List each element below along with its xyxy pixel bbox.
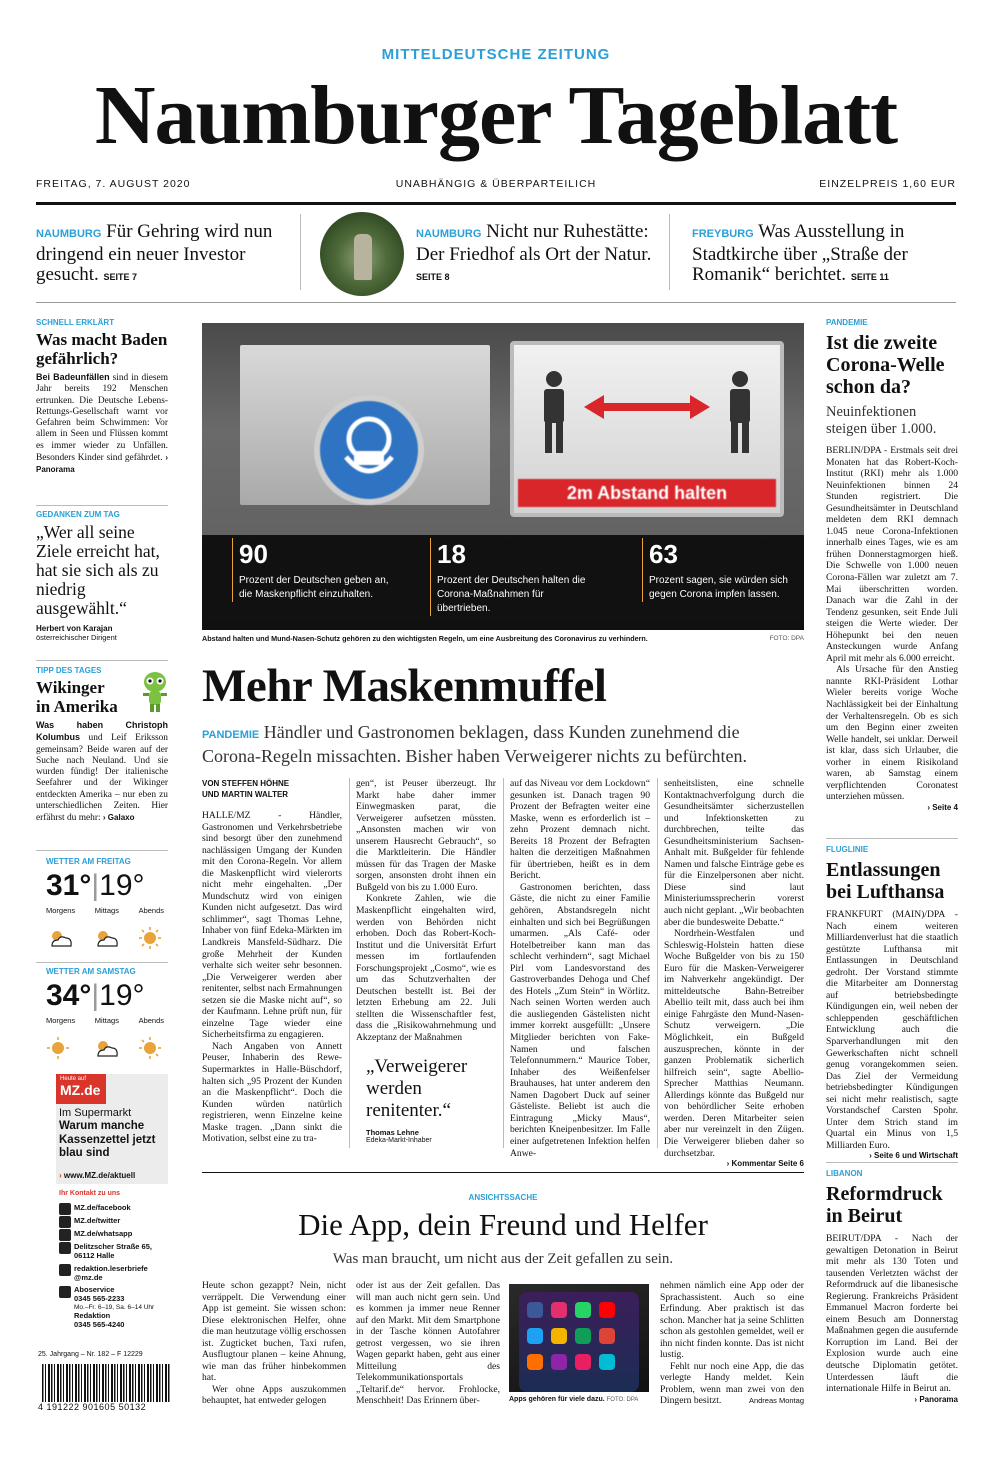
quote-box [36,510,168,642]
lead-subhead [202,722,802,767]
paragraph: Wer ohne Apps auszukommen behauptet, hat entweder gelogen [202,1383,346,1407]
promo-box[interactable] [56,1074,168,1184]
weather-temps: 31°|19° [46,869,145,902]
stat-number: 18 [437,539,466,569]
sunny-icon [47,1037,69,1059]
story-ref[interactable]: › Seite 6 und Wirtschaft [869,1151,958,1161]
right-story-2 [826,845,958,1160]
story-ref[interactable]: › Panorama [914,1394,958,1404]
weather-times [46,906,164,915]
lead-body [356,778,496,1044]
tip-headline: Wikinger in Amerika [36,678,118,716]
contact-facebook[interactable] [59,1203,169,1216]
teaser-3[interactable] [692,222,954,288]
teaser-kicker: NAUMBURG [36,228,102,240]
issue-date: FREITAG, 7. AUGUST 2020 [36,178,191,190]
contact-whatsapp[interactable] [59,1229,169,1242]
url-label: www.MZ.de/aktuell [63,1171,136,1180]
paragraph: BERLIN/DPA - Erstmals seit drei Monaten hat das Robert-Koch-Institut (RKI) mehr als 1.000 Neuinfektionen binnen 24 Stunden registriert. Die Gesundheitsämter in Deutschland meldeten dem RKI demnach 1.045 neue Corona-Infektionen innerhalb eines Tages, wie es am frühen Donnerstagmorgen hieß. Die Schwelle von 1.000 neuen Corona-Fällen war zuletzt am 7. Mai überschritten worden. Danach war die Zahl in der Tendenz gesunken, seit Ende Juli steigen die Werte wieder. Der Höhepunkt bei den neuen Ansteckungen wurde Anfang April mit mehr als 6.000 erreicht. [826,445,958,664]
app-body [202,1280,346,1407]
weather-saturday-icons [46,1036,170,1062]
lead-kicker: PANDEMIE [202,729,260,741]
quote-text: „Wer all seine Ziele erreicht hat, hat sie sich als zu niedrig ausgewählt.“ [36,522,160,618]
app-photo-caption [509,1396,651,1403]
contact-label: Delitzscher Straße 65, 06112 Halle [74,1242,152,1260]
service-box [59,1286,169,1330]
red-phone: 0345 565-4240 [74,1320,125,1330]
app-col-1 [202,1280,346,1407]
barcode-number: 4 191222 901605 50132 [38,1402,178,1412]
quote-kicker: GEDANKEN ZUM TAG [36,510,120,519]
promo-url[interactable]: › www.MZ.de/aktuell [59,1171,136,1180]
teaser-text: Nicht nur Ruhestätte: Der Friedhof als Ort der Natur. [416,221,652,265]
contact-address [59,1242,169,1264]
teaser-page: SEITE 11 [850,272,889,282]
phone-icon [59,1286,71,1298]
teaser-photo-cemetery [320,212,404,296]
teaser-text: Für Gehring wird nun dringend ein neuer Investor gesucht. [36,221,273,285]
story-body [826,909,958,1151]
stat-text: Prozent der Deutschen geben an, die Maskenpflicht einzuhalten. [239,575,389,600]
pullquote-author: Thomas Lehne [366,1128,419,1137]
issue-number: 25. Jahrgang – Nr. 182 – F 12229 [38,1351,143,1358]
app-icons-grid [527,1302,615,1370]
temp-high: 31° [46,869,92,902]
contact-label: MZ.de/whatsapp [74,1229,133,1238]
temp-low: 19° [99,979,145,1012]
app-headline: Die App, dein Freund und Helfer [298,1207,708,1242]
story-kicker: FLUGLINIE [826,845,869,854]
ref-label: Panorama [36,465,75,475]
app-author: Andreas Montag [748,1396,804,1406]
masthead-rule [36,202,956,205]
teaser-text: Was Ausstellung in Stadtkirche über „Straße der Romanik“ berichtet. [692,221,908,285]
subhead-text: Händler und Gastronomen beklagen, dass Kunden zunehmend die Corona-Regeln missachten. Bisher haben Verweigerer nichts zu befürchten. [202,722,747,766]
photo-caption: Abstand halten und Mund-Nasen-Schutz gehören zu den wichtigsten Regeln, um eine Ausbreitung des Coronavirus zu verhindern. [202,634,648,643]
teaser-1[interactable] [36,222,286,288]
teaser-page: SEITE 7 [103,272,138,282]
teaser-divider [669,214,670,290]
ref-label: Kommentar Seite 6 [731,1159,804,1169]
lead-col-1 [202,778,342,1145]
caption-credit: FOTO: DPA [606,1397,639,1403]
paragraph: Fehlt nur noch eine App, die das verlegte Handy meldet. Kein Problem, wenn man zwei von den Dingern besitzt. [660,1360,804,1407]
explained-kicker: SCHNELL ERKLÄRT [36,318,115,327]
lead-bottom-rule [202,1172,804,1173]
teaser-kicker: FREYBURG [692,228,754,240]
caption-text: Apps gehören für viele dazu. [509,1396,605,1403]
left-rule [36,660,168,661]
mask-sign-icon [314,395,424,505]
paragraph: gen“, ist Peuser überzeugt. Ihr Markt habe daher immer Einwegmasken parat, die Verweigerer aufsetzen müssten. „Ansonsten machen wir von unserem Hausrecht Gebrauch“, so die Marktleiterin. Die Händler müssen für das Tragen der Maske sorgen, ansonsten droht ihnen ein Bußgeld von bis zu 1.000 Euro. [356,778,496,893]
weather-friday [46,857,168,915]
teaser-divider [300,214,301,290]
promo-line1: Im Supermarkt [59,1107,132,1119]
paragraph: Als Ursache für den Anstieg nannte RKI-Präsident Lothar Wieler bereits vorige Woche Nachlässigkeit bei der Einhaltung der Verhaltensregeln. Ob es sich um den Beginn einer zweiten Welle handelt, sei unklar. Derweil ist klar, dass sich Urlauber, die vorher in einem Risikoland waren, ab Samstag einem verpflichtenden Coronatest unterziehen müssen. [826,664,958,803]
pull-quote [366,1056,496,1144]
teaser-2[interactable] [416,222,656,288]
tip-lead: Was haben Christoph Kolumbus [36,720,168,743]
ref-label: Seite 6 und Wirtschaft [874,1151,958,1161]
app-kicker: ANSICHTSSACHE [468,1193,538,1202]
paragraph: Konkrete Zahlen, wie die Maskenpflicht eingehalten wird, werden von Behörden nicht erhoben. Doch das Robert-Koch-Institut und die Universität Erfurt messen im fortlaufenden Forschungsprojekt „Cosmo“, wie es um das Schutzverhalten der Deutschen bestellt ist. Bei der letzten Erhebung am 22. Juli stellten die Wissenschaftler fest, dass die „Risikowahrnehmung und Akzeptanz der Maßnahmen [356,893,496,1044]
paragraph: Heute schon gezappt? Nein, nicht verräppelt. Die Verwendung einer App ist gemeint. Sie wissen schon: Diese elektronischen Helfer, ohne die man heutzutage völlig erschossen ist. Zugticket buchen, Taxi rufen, Ausflugtour planen – keine Ahnung, wie man das früher hinbekommen hat. [202,1280,346,1384]
story-headline: Entlassungen bei Lufthansa [826,859,945,903]
byline: VON STEFFEN HÖHNE [202,779,290,788]
lead-col-4 [664,778,804,1168]
story-headline: Ist die zweite Corona-Welle schon da? [826,332,945,398]
app-photo [509,1284,649,1392]
stat-text: Prozent der Deutschen halten die Corona-Maßnahmen für übertrieben. [437,575,586,614]
weather-kicker: WETTER AM SAMSTAG [46,967,136,976]
contact-label: redaktion.leserbriefe @mz.de [74,1264,148,1282]
ref-label: Galaxo [107,813,135,823]
abo-phone: 0345 565-2233 [74,1293,125,1303]
left-column [36,318,168,477]
time-label: Morgens [46,1016,76,1025]
alien-mascot-icon [140,670,170,714]
barcode [42,1364,170,1402]
newspaper-title: Naumburger Tageblatt [94,69,898,162]
contact-label: MZ.de/twitter [74,1216,121,1225]
phone-screen [519,1292,639,1392]
weather-friday-icons [46,926,170,952]
price: EINZELPREIS 1,60 EUR [819,178,956,190]
right-story-1 [826,318,958,812]
paragraph: nehmen nämlich eine App oder der Sprachassistent. Auch so eine Erfindung. Aber praktisch ist das schon. Mancher hat ja seine Schlitten schon als gestohlen gemeldet, weil er ihn nicht finden konnte. Das ist nicht lustig. [660,1280,804,1361]
teaser-kicker: NAUMBURG [416,228,482,240]
time-label: Abends [138,906,164,915]
tip-body [36,720,168,825]
partly-cloudy-icon [52,931,71,946]
promo-logo: MZ.de [60,1082,101,1098]
time-label: Abends [138,1016,164,1025]
lead-headline: Mehr Maskenmuffel [202,660,607,712]
statue-shape [354,234,372,280]
stat-2 [430,538,590,616]
explained-lead: Bei Badeunfällen [36,372,110,382]
time-label: Morgens [46,906,76,915]
story-headline: Reformdruck in Beirut [826,1183,943,1227]
quote-author: Herbert von Karajan [36,624,113,633]
stat-text: Prozent sagen, sie würden sich gegen Corona impfen lassen. [649,575,788,600]
contact-label: MZ.de/facebook [74,1203,131,1212]
temp-high: 34° [46,979,92,1012]
explained-text: sind in diesem Jahr bereits 192 Menschen ertrunken. Die Deutsche Lebens-Rettungs-Gesellschaft warnt vor Gefahren beim Schwimmen: Vor allem in Seen und Flüssen kommt es immer wieder zu Unfällen. Besonders Kinder sind gefährdet. [36,373,169,464]
partly-cloudy-icon [98,931,117,946]
story-body [826,445,958,803]
right-rule [826,1162,958,1163]
sunny-icon [139,1037,161,1059]
paragraph: HALLE/MZ - Händler, Gastronomen und Verkehrsbetriebe sind besorgt über den zunehmend nachlässigen Umgang der Kunden mit den Corona-Regeln. Vor allem die Maskenpflicht wird vielerorts nicht mehr eingehalten. „Der Mundschutz wird von einigen Kunden nicht aufgesetzt. Das wird schlimmer“, sagt Thomas Lehne, Inhaber von fünf Edeka-Märkten im Landkreis Mansfeld-Südharz. Die große Mehrheit der Kunden verhalte sich weiter sehr besonnen. „Die Verweigerer werden aber renitenter, selbst nach Ermahnungen setzen sie die Maske nicht auf“, so der Kaufmann. Lehne prüft nun, für einzelne Tage wieder eine Sicherheitsfirma zu engagieren. [202,810,342,1041]
contact-twitter[interactable] [59,1216,169,1229]
lead-col-divider [503,778,504,1148]
temp-low: 19° [99,869,145,902]
teaser-rule [36,302,956,303]
contact-list [59,1203,169,1286]
lead-col-divider [349,778,350,1148]
lead-body [202,810,342,1145]
lead-body [510,778,650,1159]
lead-body [664,778,804,1159]
contact-email[interactable] [59,1264,169,1286]
weather-kicker: WETTER AM FREITAG [46,857,131,866]
sunny-icon [139,927,161,949]
tip-ref[interactable]: › Galaxo [102,813,135,823]
abo-hours: Mo.–Fr. 6–19, Sa. 6–14 Uhr [74,1303,155,1311]
facebook-icon [59,1203,71,1215]
story-subhead: Neuinfektionen steigen über 1.000. [826,404,937,437]
stat-number: 63 [649,539,678,569]
story-kicker: LIBANON [826,1169,863,1178]
twitter-icon [59,1216,71,1228]
ref-label: Seite 4 [932,802,958,812]
app-body [660,1280,804,1407]
motto: UNABHÄNGIG & ÜBERPARTEILICH [395,178,597,190]
lead-col-2 [356,778,496,1044]
stat-3 [642,538,792,602]
left-rule [36,962,168,963]
app-subhead: Was man braucht, um nicht aus der Zeit gefallen zu sein. [332,1251,674,1267]
stat-number: 90 [239,539,268,569]
masthead-top: MITTELDEUTSCHE ZEITUNG [381,46,611,63]
paragraph: BEIRUT/DPA - Nach der gewaltigen Detonation in Beirut mit mehr als 130 Toten und tausenden Verletzten wächst der Reformdruck auf die libanesische Regierung. Frankreichs Präsident Emmanuel Macron forderte bei einem Besuch am Donnerstag Maßnahmen gegen die ausufernde Korruption im Land. Bei der Explosion wurde auch eine deutsche Diplomatin getötet. Unterdessen läuft die internationale Hilfe in Beirut an. [826,1233,958,1395]
tip-kicker: TIPP DES TAGES [36,666,102,675]
mz-logo-badge [56,1074,106,1104]
whatsapp-icon [59,1229,71,1241]
paragraph: oder ist aus der Zeit gefallen. Das will man auch nicht gern sein. Und es kommen ja immer neue Renner auf den Markt. Mit dem Smartphone in der Tasche können Autofahrer getrost vergessen, wo sie ihren Wagen geparkt haben, geht aus einer Mitteilung des Telekommunikationsportals „Teltarif.de“ hervor. Frohlocke, Menschheit! Das Erinnern über- [356,1280,500,1407]
teaser-page: SEITE 8 [416,272,450,282]
lead-col-3 [510,778,650,1159]
app-col-4 [660,1280,804,1405]
explained-body [36,372,168,477]
right-rule [826,838,958,839]
byline: UND MARTIN WALTER [202,790,289,799]
story-body [826,1233,958,1395]
weather-temps: 34°|19° [46,979,145,1012]
paragraph: Nach Angaben von Annett Peuser, Inhaberin des Rewe-Supermarktes in Halle-Büschdorf, halten sich „95 Prozent der Kunden an die Maskenpflicht“. Doch die Kunden würden natürlich registrieren, wenn Einzelne keine Maske tragen. „Dann sinkt die Motivation, selbst eine zu tra- [202,1040,342,1145]
pullquote-role: Edeka-Markt-Inhaber [366,1137,432,1144]
quote-role: österreichischer Dirigent [36,633,117,642]
paragraph: auf das Niveau vor dem Lockdown“ gesunken ist. Danach tragen 90 Prozent der Befragten weiter eine Maske, wenn es erforderlich ist – zehn Prozent demnach nicht. Bereits 18 Prozent der Befragten halten die derzeitigen Maßnahmen für übertrieben, heißt es in dem Bericht. [510,778,650,882]
partly-cloudy-icon [98,1041,117,1056]
distance-arrow-icon [532,365,762,465]
red-label: Redaktion [74,1311,111,1321]
tip-text: und Leif Eriksson gemeinsam? Beide waren auf der Suche nach Neuland. Und sie wurden fündig! Der italienische Seefahrer und der Wikinger entdeckten Amerika – nur eben zu unterschiedlichen Zeiten. Hier erfährst du mehr: [36,733,168,824]
left-rule [36,850,168,851]
abo-label: Aboservice [74,1285,115,1294]
story-kicker: PANDEMIE [826,318,868,327]
weather-times [46,1016,164,1025]
time-label: Mittags [94,1016,119,1025]
lead-col-divider [657,778,658,1148]
weather-saturday [46,967,168,1025]
paragraph: Gastronomen berichten, dass Gäste, die nicht zu einer Familie gehören, Abstandsregeln nicht einhalten und sich bei Begrüßungen umarmen. „Als Café- oder Hotelbetreiber kann man das schlecht verhindern“, sagt Michael Pirl vom Landesvorstand des Gastroverbandes Dehoga und Chef des Hotels „Zum Stein“ in Wörlitz. Nach seinen Worten werden auch die ausliegenden Gästelisten nicht immer korrekt ausgefüllt: „Unsere Mitglieder berichten von Fake-Namen und falschen Telefonnummern.“ Maurice Tober, Inhaber des Weißenfelser Brauhauses, hat unter anderem den Namen Dagobert Duck auf seiner Gästeliste. Beliebt ist auch die Eintragung „Micky Maus“, berichten Kneipenbesitzer. Im Falle einer aufgetretenen Infektion helfen Anwe- [510,881,650,1159]
ref-label: Panorama [919,1394,958,1404]
contact-head: Ihr Kontakt zu uns [59,1190,121,1197]
paragraph: Nordrhein-Westfalen und Schleswig-Holstein hatten diese Woche Bußgelder von bis zu 150 Euro für die Masken-Verweigerer im Nahverkehr angekündigt. Der mitteldeutsche Bahn-Betreiber Abellio teilt mit, dass auch bei ihm einige Fahrgäste den Mund-Nasen-Schutz verweigern. „Die Möglichkeit, ein Bußgeld auszusprechen, könnte in der ganzen Problematik sicherlich hilfreich sein“, sagte Abellio-Sprecher Matthias Neumann. Allerdings könnte das Bußgeld nur von behördlicher Seite erhoben werden. Deren Mitarbeiter seien aber nur vereinzelt in den Zügen. Die Verweigerer blieben daher so durchsetzbar. [664,928,804,1159]
paragraph: FRANKFURT (MAIN)/DPA - Nach einem weiteren Milliardenverlust hat die staatlich gestützte Lufthansa mit Entlassungen in Deutschland gedroht. Der Vorstand stimmte die Mitarbeiter am Donnerstag auf betriebsbedingte Kündigungen ein, weil neben der schleppenden geschäftlichen Entwicklung auch die Sparverhandlungen mit den Gewerkschaften nicht schnell genug vorangekommen seien. Das Ziel der Vermeidung betriebsbedingter Kündigungen sei nicht mehr realistisch, sagte Vorstandschef Carsten Spohr. Unter dem Strich stand im Quartal ein Minus von 1,5 Milliarden Euro. [826,909,958,1151]
comment-ref[interactable]: › Kommentar Seite 6 [726,1159,804,1169]
time-label: Mittags [94,906,119,915]
location-icon [59,1242,71,1254]
app-col-2 [356,1280,500,1407]
paragraph: senheitslisten, eine schnelle Kontaktnachverfolgung durch die Gesundheitsämter sicherzustellen und Infektionsketten zu durchbrechen, teilte das Gesundheitsministerium Sachsen-Anhalt mit. Bußgelder für fehlende Namen und falsche Einträge gebe es für die Einzelpersonen aber nicht. Diese sind laut Ministeriumssprecherin vorerst auch nicht geplant. „Wir beobachten aber die bundesweite Debatte.“ [664,778,804,928]
stat-1 [232,538,392,602]
right-story-3 [826,1169,958,1404]
photo-credit: FOTO: DPA [769,635,804,642]
promo-small: Heute auf [60,1076,87,1082]
explained-ref[interactable]: › Panorama [36,453,168,475]
left-rule [36,505,168,506]
email-icon [59,1264,71,1276]
app-body [356,1280,500,1407]
pullquote-text: „Verweigerer werden renitenter.“ [366,1056,468,1121]
promo-line2: Warum manche Kassenzettel jetzt blau sind [59,1120,156,1159]
story-ref[interactable]: › Seite 4 [927,802,958,812]
explained-headline: Was macht Baden gefährlich? [36,330,168,368]
sign-text: 2m Abstand halten [518,479,776,507]
